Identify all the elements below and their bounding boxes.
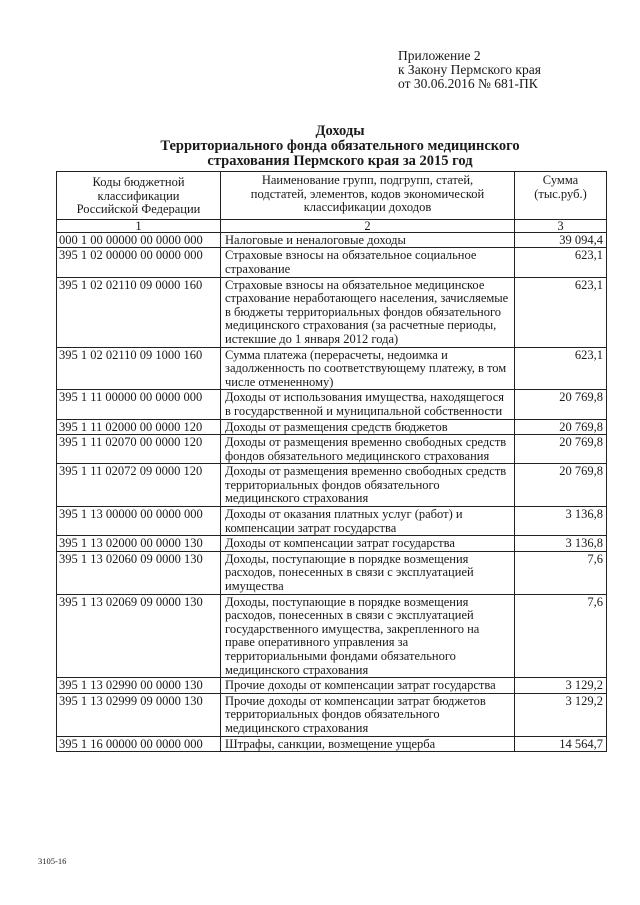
row-name: Прочие доходы от компенсации затрат государства: [221, 678, 515, 694]
row-code: 395 1 11 02072 09 0000 120: [57, 464, 221, 507]
row-name: Налоговые и неналоговые доходы: [221, 232, 515, 248]
row-name: Доходы, поступающие в порядке возмещения расходов, понесенных в связи с эксплуатацией государственного имущества, закрепленного на праве оперативного управления за территориальными фондами обязательного медицинского страхования: [221, 594, 515, 678]
table-row: [57, 347, 607, 390]
row-amount: 3 129,2: [515, 678, 607, 694]
row-code: 395 1 13 02060 09 0000 130: [57, 551, 221, 594]
title-line-3: страхования Пермского края за 2015 год: [207, 153, 473, 169]
table-row: [57, 435, 607, 464]
document-title: [0, 124, 640, 169]
row-code: 395 1 02 02110 09 1000 160: [57, 347, 221, 390]
row-code: 395 1 13 00000 00 0000 000: [57, 507, 221, 536]
title-line-2: Территориального фонда обязательного медицинского: [160, 138, 520, 154]
row-amount: 7,6: [515, 551, 607, 594]
row-name: Доходы от размещения средств бюджетов: [221, 419, 515, 435]
table-header-row: [57, 172, 607, 220]
row-code: 395 1 02 00000 00 0000 000: [57, 248, 221, 277]
table-row: [57, 277, 607, 347]
row-amount: 39 094,4: [515, 232, 607, 248]
appendix-block: [398, 49, 541, 91]
table-row: [57, 536, 607, 552]
row-code: 395 1 13 02990 00 0000 130: [57, 678, 221, 694]
appendix-line-2: к Закону Пермского края: [398, 62, 541, 77]
column-number: 2: [221, 219, 515, 232]
row-name: Доходы от компенсации затрат государства: [221, 536, 515, 552]
appendix-line-3: от 30.06.2016 № 681-ПК: [398, 76, 538, 91]
row-code: 395 1 11 02000 00 0000 120: [57, 419, 221, 435]
row-amount: 3 136,8: [515, 507, 607, 536]
row-code: 395 1 11 00000 00 0000 000: [57, 390, 221, 419]
table-row: [57, 248, 607, 277]
row-name: Доходы от размещения временно свободных средств фондов обязательного медицинского страхования: [221, 435, 515, 464]
table-row: [57, 551, 607, 594]
row-amount: 20 769,8: [515, 419, 607, 435]
row-name: Доходы от оказания платных услуг (работ) и компенсации затрат государства: [221, 507, 515, 536]
revenue-table: [56, 171, 607, 752]
row-amount: 7,6: [515, 594, 607, 678]
row-amount: 3 136,8: [515, 536, 607, 552]
row-name: Сумма платежа (перерасчеты, недоимка и задолженность по соответствующему платежу, в том числе отмененному): [221, 347, 515, 390]
row-code: 395 1 16 00000 00 0000 000: [57, 736, 221, 752]
table-row: [57, 736, 607, 752]
row-code: 395 1 02 02110 09 0000 160: [57, 277, 221, 347]
table-row: [57, 678, 607, 694]
row-amount: 20 769,8: [515, 464, 607, 507]
row-code: 395 1 13 02999 09 0000 130: [57, 693, 221, 736]
row-amount: 623,1: [515, 248, 607, 277]
header-amount: Сумма (тыс.руб.): [515, 172, 607, 220]
row-code: 395 1 13 02000 00 0000 130: [57, 536, 221, 552]
table-row: [57, 693, 607, 736]
row-name: Прочие доходы от компенсации затрат бюджетов территориальных фондов обязательного медицинского страхования: [221, 693, 515, 736]
table-row: [57, 594, 607, 678]
document-number: 3105-16: [38, 856, 67, 866]
appendix-line-1: Приложение 2: [398, 48, 481, 63]
column-number: 1: [57, 219, 221, 232]
row-amount: 20 769,8: [515, 435, 607, 464]
revenue-table-container: [56, 171, 606, 752]
row-name: Доходы от использования имущества, находящегося в государственной и муниципальной собственности: [221, 390, 515, 419]
row-name: Страховые взносы на обязательное медицинское страхование неработающего населения, зачисляемые в бюджеты территориальных фондов обязательного медицинского страхования (за расчетные периоды, истекшие до 1 января 2012 года): [221, 277, 515, 347]
table-row: [57, 464, 607, 507]
row-name: Штрафы, санкции, возмещение ущерба: [221, 736, 515, 752]
row-amount: 3 129,2: [515, 693, 607, 736]
row-name: Доходы от размещения временно свободных средств территориальных фондов обязательного медицинского страхования: [221, 464, 515, 507]
header-code: Коды бюджетной классификации Российской Федерации: [57, 172, 221, 220]
header-name: Наименование групп, подгрупп, статей, подстатей, элементов, кодов экономической классификации доходов: [221, 172, 515, 220]
row-amount: 20 769,8: [515, 390, 607, 419]
table-body: [57, 232, 607, 751]
row-name: Доходы, поступающие в порядке возмещения расходов, понесенных в связи с эксплуатацией имущества: [221, 551, 515, 594]
table-row: [57, 507, 607, 536]
title-line-1: Доходы: [315, 123, 365, 139]
table-row: [57, 232, 607, 248]
row-code: 000 1 00 00000 00 0000 000: [57, 232, 221, 248]
row-name: Страховые взносы на обязательное социальное страхование: [221, 248, 515, 277]
column-number: 3: [515, 219, 607, 232]
column-number-row: [57, 219, 607, 232]
row-code: 395 1 13 02069 09 0000 130: [57, 594, 221, 678]
row-code: 395 1 11 02070 00 0000 120: [57, 435, 221, 464]
table-row: [57, 419, 607, 435]
row-amount: 623,1: [515, 277, 607, 347]
row-amount: 623,1: [515, 347, 607, 390]
table-row: [57, 390, 607, 419]
row-amount: 14 564,7: [515, 736, 607, 752]
